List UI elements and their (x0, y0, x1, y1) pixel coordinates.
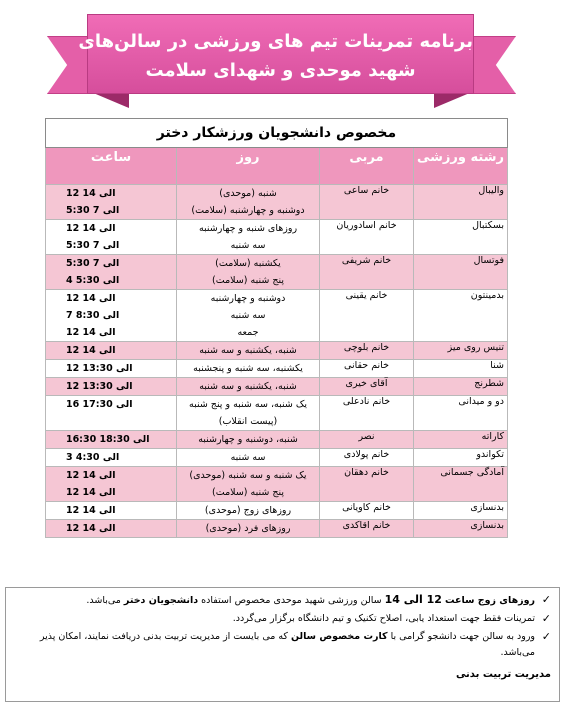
day-line: دوشنبه و چهارشنبه (210, 293, 286, 304)
note-3-text-c: که می بایست از مدیریت تربیت بدنی دریافت نمایند، امکان پذیر می‌باشد. (39, 631, 535, 658)
note-2 (16, 611, 551, 627)
cell-coach: خانم اسادوریان (320, 220, 414, 255)
note-1-text-e: می‌باشد. (86, 595, 121, 606)
cell-coach: خانم شریفی (320, 255, 414, 290)
day-line: یکشنبه، سه شنبه و پنجشنبه (193, 363, 303, 374)
cell-sport: آمادگی جسمانی (414, 467, 508, 502)
note-1 (16, 592, 551, 609)
time-line: 12 الی 14 (65, 223, 116, 234)
day-line: پنج شنبه (سلامت) (212, 275, 284, 286)
cell-day (177, 185, 320, 220)
cell-day (177, 431, 320, 449)
day-line: روزهای فرد (موحدی) (205, 523, 291, 534)
day-line: پنج شنبه (سلامت) (212, 487, 284, 498)
cell-coach: خانم ساعی (320, 185, 414, 220)
cell-coach: خانم یقینی (320, 290, 414, 342)
cell-time (45, 360, 176, 378)
header-sport: رشته ورزشی (414, 148, 508, 185)
table-row (45, 290, 507, 342)
day-line: یک شنبه، سه شنبه و پنج شنبه (189, 399, 307, 410)
signature: مدیریت تربیت بدنی (455, 669, 551, 680)
note-3-text-a: ورود به سالن جهت دانشجو گرامی با (390, 631, 535, 642)
cell-sport: بدنسازی (414, 520, 508, 538)
day-line: یکشنبه (سلامت) (215, 258, 281, 269)
time-line: 16:30 الی 18:30 (65, 434, 150, 445)
day-line: جمعه (237, 327, 259, 338)
table-row (45, 520, 507, 538)
cell-time (45, 378, 176, 396)
cell-day (177, 360, 320, 378)
time-line: 12 الی 14 (65, 345, 116, 356)
table-body (45, 185, 507, 538)
cell-day (177, 378, 320, 396)
table-row (45, 378, 507, 396)
cell-coach: خانم نادعلی (320, 396, 414, 431)
table-row (45, 220, 507, 255)
table-row (45, 467, 507, 502)
cell-day (177, 290, 320, 342)
cell-time (45, 185, 176, 220)
cell-day (177, 520, 320, 538)
table-row (45, 342, 507, 360)
note-3 (16, 629, 551, 661)
check-icon: ✓ (541, 630, 551, 643)
cell-sport: شنا (414, 360, 508, 378)
check-icon: ✓ (541, 593, 551, 606)
cell-time (45, 467, 176, 502)
table-title: مخصوص دانشجویان ورزشکار دختر (45, 119, 507, 148)
time-line: 5:30 الی 7 (65, 205, 120, 216)
cell-day (177, 255, 320, 290)
time-line: 16 الی 17:30 (65, 399, 133, 410)
day-line: شنبه (موحدی) (219, 188, 277, 199)
cell-sport: دو و میدانی (414, 396, 508, 431)
time-line: 4 الی 5:30 (65, 275, 120, 286)
cell-time (45, 220, 176, 255)
banner-title-line1: برنامه تمرینات تیم های ورزشی در سالن‌های (78, 31, 473, 52)
cell-time (45, 255, 176, 290)
cell-sport: تنیس روی میز (414, 342, 508, 360)
cell-time (45, 520, 176, 538)
banner-body (78, 14, 474, 94)
note-1-text-a: روزهای زوج ساعت (445, 595, 535, 606)
cell-day (177, 467, 320, 502)
cell-sport: والیبال (414, 185, 508, 220)
table-row (45, 360, 507, 378)
day-line: روزهای زوج (موحدی) (204, 505, 292, 516)
day-line: سه شنبه (230, 240, 266, 251)
check-icon: ✓ (541, 612, 551, 625)
time-line: 7 الی 8:30 (65, 310, 120, 321)
header-coach: مربی (320, 148, 414, 185)
day-line: شنبه، دوشنبه و چهارشنبه (198, 434, 298, 445)
time-line: 3 الی 4:30 (65, 452, 120, 463)
cell-sport: بدمینتون (414, 290, 508, 342)
cell-time (45, 502, 176, 520)
time-line: 5:30 الی 7 (65, 240, 120, 251)
cell-time (45, 290, 176, 342)
banner-fold-right (434, 92, 472, 108)
table-row (45, 449, 507, 467)
cell-coach: خانم دهقان (320, 467, 414, 502)
time-line: 12 الی 14 (65, 487, 116, 498)
notes-box (5, 587, 560, 702)
header-day: روز (177, 148, 320, 185)
cell-time (45, 449, 176, 467)
time-line: 12 الی 14 (65, 470, 116, 481)
table-header-row (45, 148, 507, 185)
cell-sport: کاراته (414, 431, 508, 449)
banner-fold-left (91, 92, 129, 108)
note-1-text-d: دانشجویان دختر (123, 595, 199, 606)
note-2-text: تمرینات فقط جهت استعداد یابی، اصلاح تکنیک و تیم دانشگاه برگزار می‌گردد. (232, 613, 535, 624)
day-line: شنبه، یکشنبه و سه شنبه (199, 381, 297, 392)
table-row (45, 396, 507, 431)
table-row (45, 502, 507, 520)
time-line: 12 الی 13:30 (65, 363, 133, 374)
cell-coach: نصر (320, 431, 414, 449)
cell-coach: خانم پولادی (320, 449, 414, 467)
cell-coach: خانم کاویانی (320, 502, 414, 520)
cell-sport: بدنسازی (414, 502, 508, 520)
time-line: 5:30 الی 7 (65, 258, 120, 269)
banner-title-line2: شهید موحدی و شهدای سلامت (145, 60, 416, 81)
time-line: 12 الی 14 (65, 505, 116, 516)
cell-time (45, 342, 176, 360)
cell-day (177, 502, 320, 520)
cell-coach: خانم اقاکدی (320, 520, 414, 538)
cell-coach: خانم حقانی (320, 360, 414, 378)
day-line: سه شنبه (230, 310, 266, 321)
time-line: 12 الی 14 (65, 293, 116, 304)
time-line: 12 الی 14 (65, 188, 116, 199)
day-line: شنبه، یکشنبه و سه شنبه (199, 345, 297, 356)
day-line: سه شنبه (230, 452, 266, 463)
cell-day (177, 396, 320, 431)
cell-sport: شطرنج (414, 378, 508, 396)
cell-time (45, 431, 176, 449)
day-line: روزهای شنبه و چهارشنبه (198, 223, 298, 234)
time-line: 12 الی 14 (65, 523, 116, 534)
cell-day (177, 449, 320, 467)
cell-coach: خانم بلوچی (320, 342, 414, 360)
note-3-text-b: کارت مخصوص سالن (291, 631, 388, 642)
cell-day (177, 342, 320, 360)
day-line: (پیست انقلاب) (218, 416, 278, 427)
schedule-table (46, 118, 508, 538)
table-row (45, 255, 507, 290)
time-line: 12 الی 14 (65, 327, 116, 338)
cell-time (45, 396, 176, 431)
cell-sport: تکواندو (414, 449, 508, 467)
cell-sport: فوتسال (414, 255, 508, 290)
cell-coach: آقای خیری (320, 378, 414, 396)
note-1-text-c: سالن ورزشی شهید موحدی مخصوص استفاده (201, 595, 382, 606)
time-line: 12 الی 13:30 (65, 381, 133, 392)
title-banner (47, 0, 516, 112)
day-line: یک شنبه و سه شنبه (موحدی) (189, 470, 307, 481)
table-row (45, 431, 507, 449)
header-time: ساعت (45, 148, 176, 185)
table-row (45, 185, 507, 220)
note-1-time: 12 الی 14 (384, 593, 442, 606)
day-line: دوشنبه و چهارشنبه (سلامت) (191, 205, 305, 216)
cell-day (177, 220, 320, 255)
cell-sport: بسکتبال (414, 220, 508, 255)
